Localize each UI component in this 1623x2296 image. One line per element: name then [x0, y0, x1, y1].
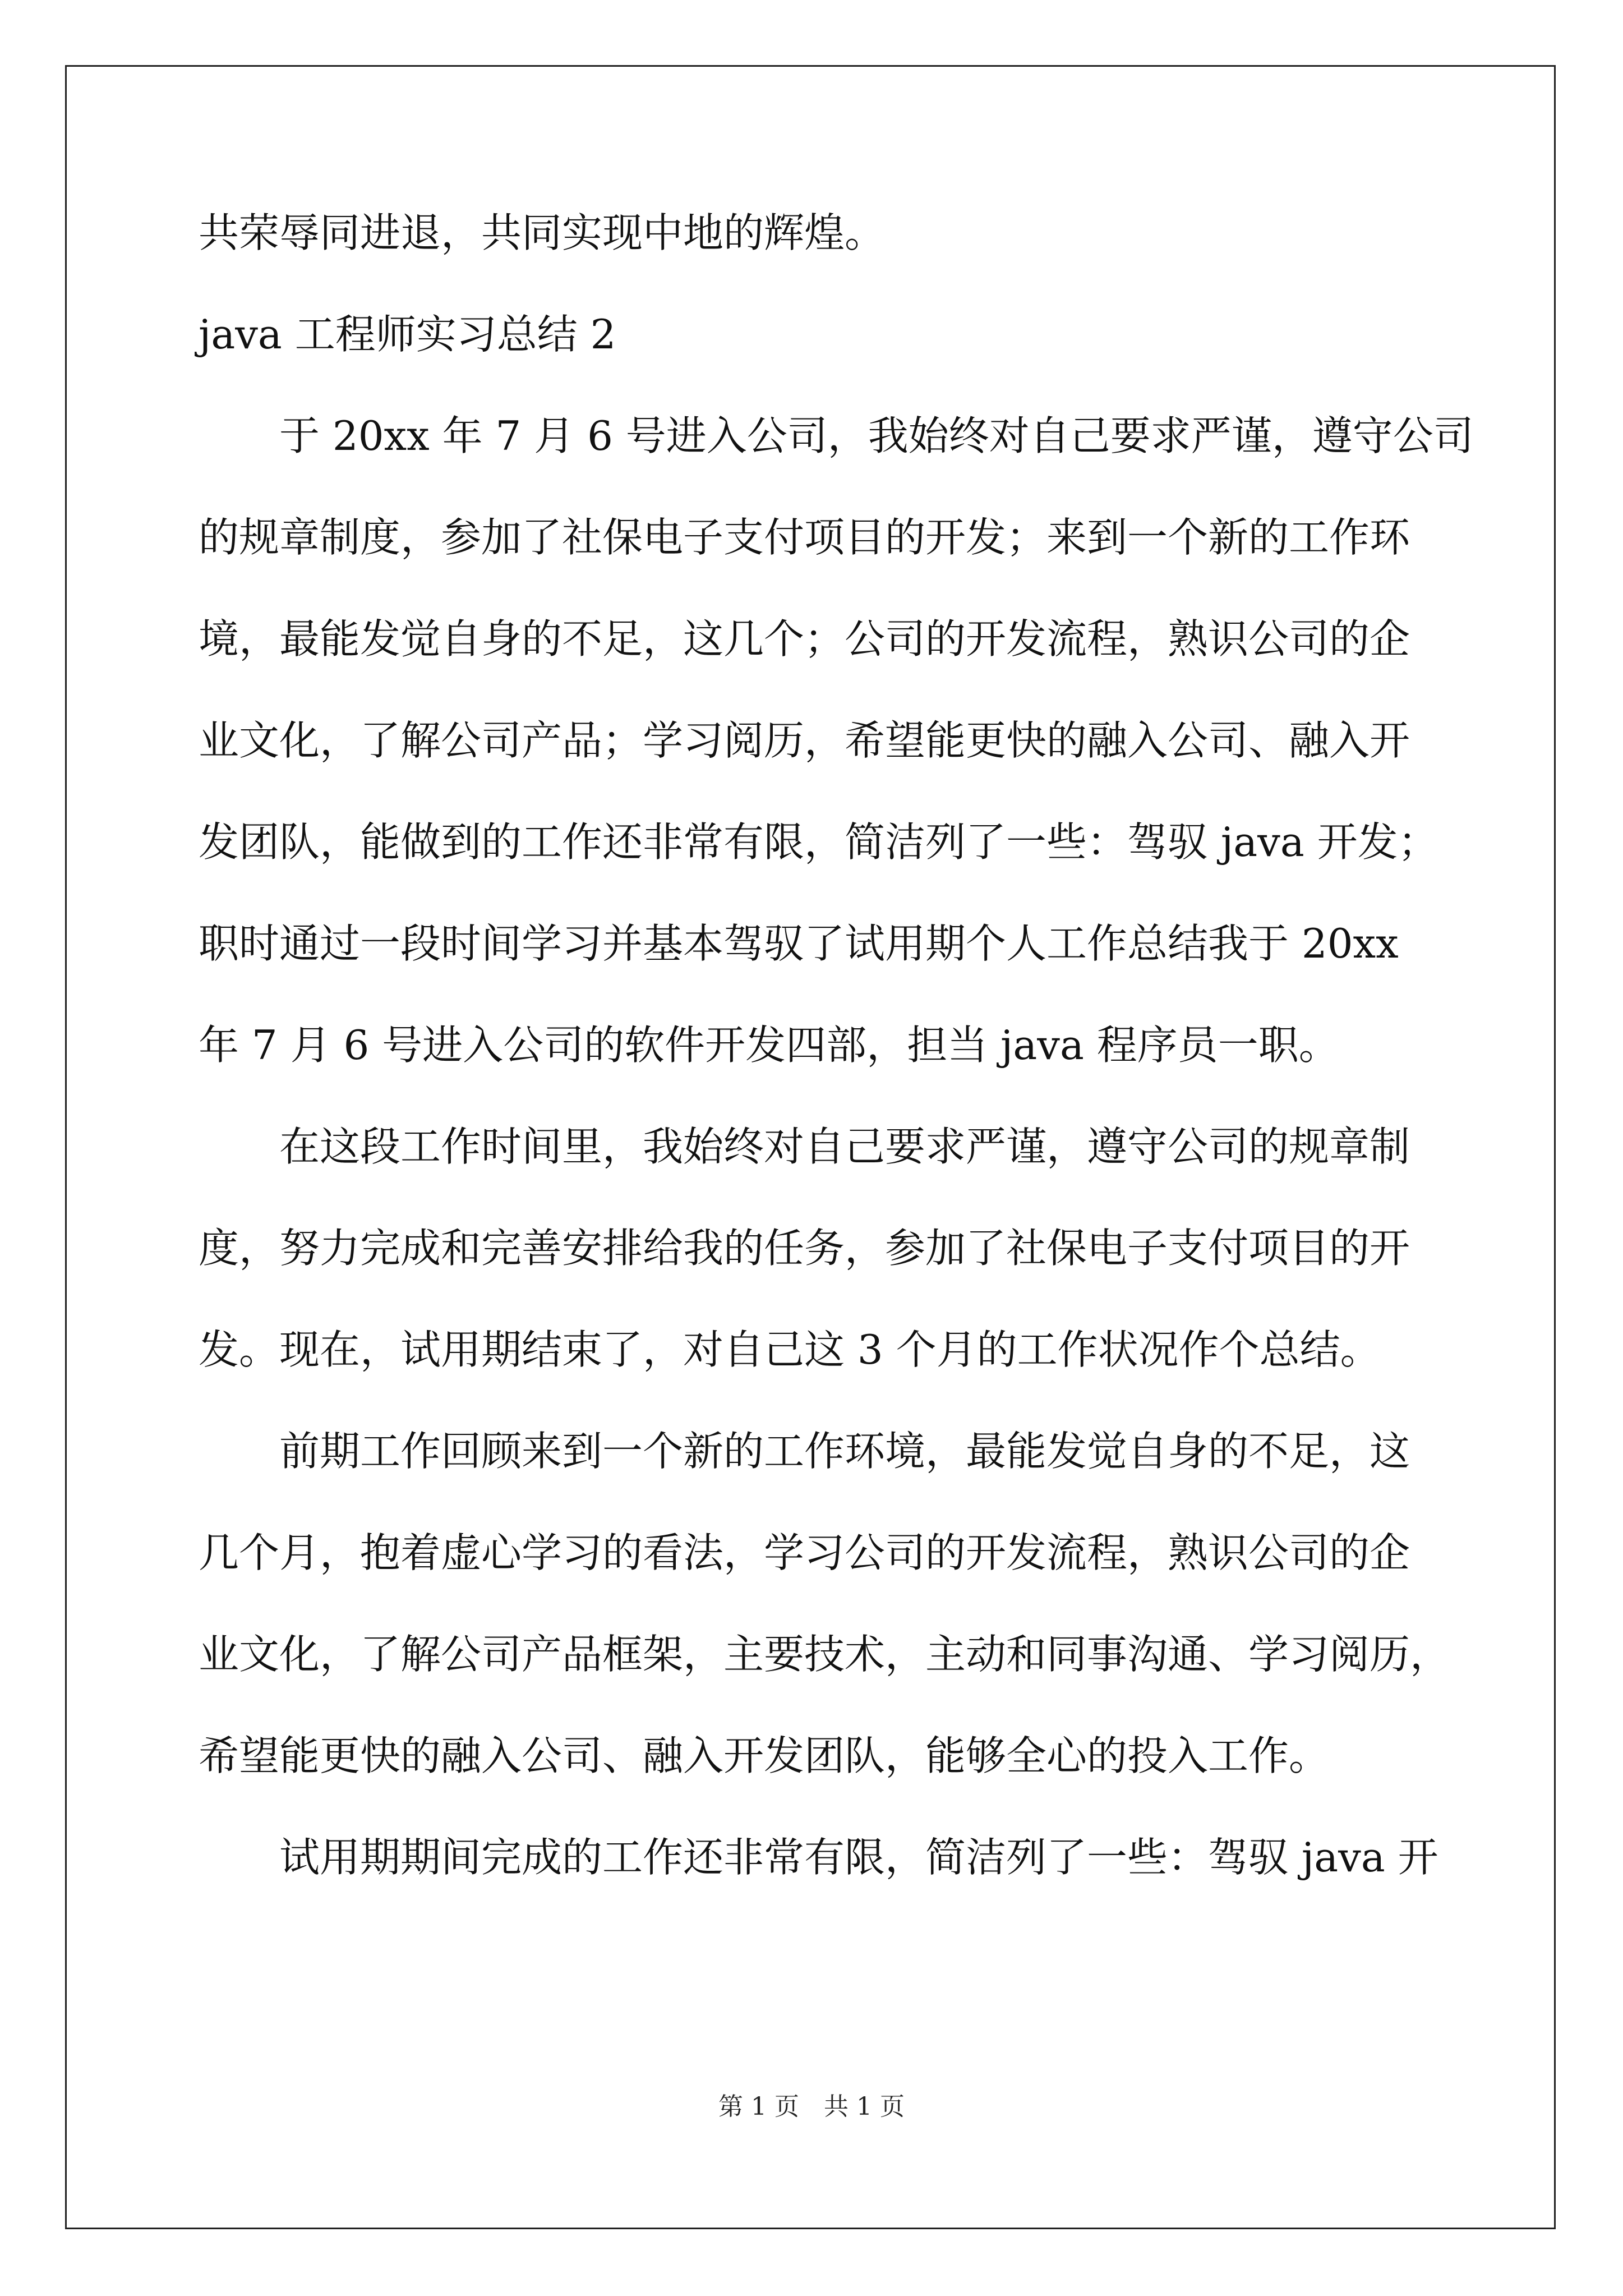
text-line: 希望能更快的融入公司、融入开发团队，能够全心的投入工作。	[199, 1732, 1330, 1779]
text-line: 职时通过一段时间学习并基本驾驭了试用期个人工作总结我于 20xx	[199, 920, 1399, 967]
paragraph-first-line: 在这段工作时间里，我始终对自己要求严谨，遵守公司的规章制	[279, 1123, 1410, 1170]
section-heading: java 工程师实习总结 2	[199, 311, 616, 358]
text-line: 境，最能发觉自身的不足，这几个；公司的开发流程，熟识公司的企	[199, 615, 1410, 662]
text-line: 业文化，了解公司产品；学习阅历，希望能更快的融入公司、融入开	[199, 717, 1410, 764]
text-line: 业文化，了解公司产品框架，主要技术，主动和同事沟通、学习阅历，	[199, 1631, 1451, 1678]
paragraph-first-line: 前期工作回顾来到一个新的工作环境，最能发觉自身的不足，这	[279, 1428, 1410, 1475]
paragraph-first-line: 于 20xx 年 7 月 6 号进入公司，我始终对自己要求严谨，遵守公司	[279, 412, 1474, 459]
text-line: 共荣辱同进退，共同实现中地的辉煌。	[199, 209, 886, 256]
text-line: 几个月，抱着虚心学习的看法，学习公司的开发流程，熟识公司的企	[199, 1529, 1410, 1576]
document-body	[199, 208, 1474, 1934]
text-line: 发。现在，试用期结束了，对自己这 3 个月的工作状况作个总结。	[199, 1326, 1381, 1373]
text-line: 发团队，能做到的工作还非常有限，简洁列了一些：驾驭 java 开发；	[199, 818, 1438, 866]
text-line: 的规章制度，参加了社保电子支付项目的开发；来到一个新的工作环	[199, 514, 1410, 561]
text-line: 度，努力完成和完善安排给我的任务，参加了社保电子支付项目的开	[199, 1225, 1410, 1272]
text-line: 年 7 月 6 号进入公司的软件开发四部，担当 java 程序员一职。	[199, 1022, 1339, 1069]
page-footer: 第 1 页 共 1 页	[718, 2092, 905, 2121]
paragraph-first-line: 试用期期间完成的工作还非常有限，简洁列了一些：驾驭 java 开	[279, 1834, 1438, 1881]
